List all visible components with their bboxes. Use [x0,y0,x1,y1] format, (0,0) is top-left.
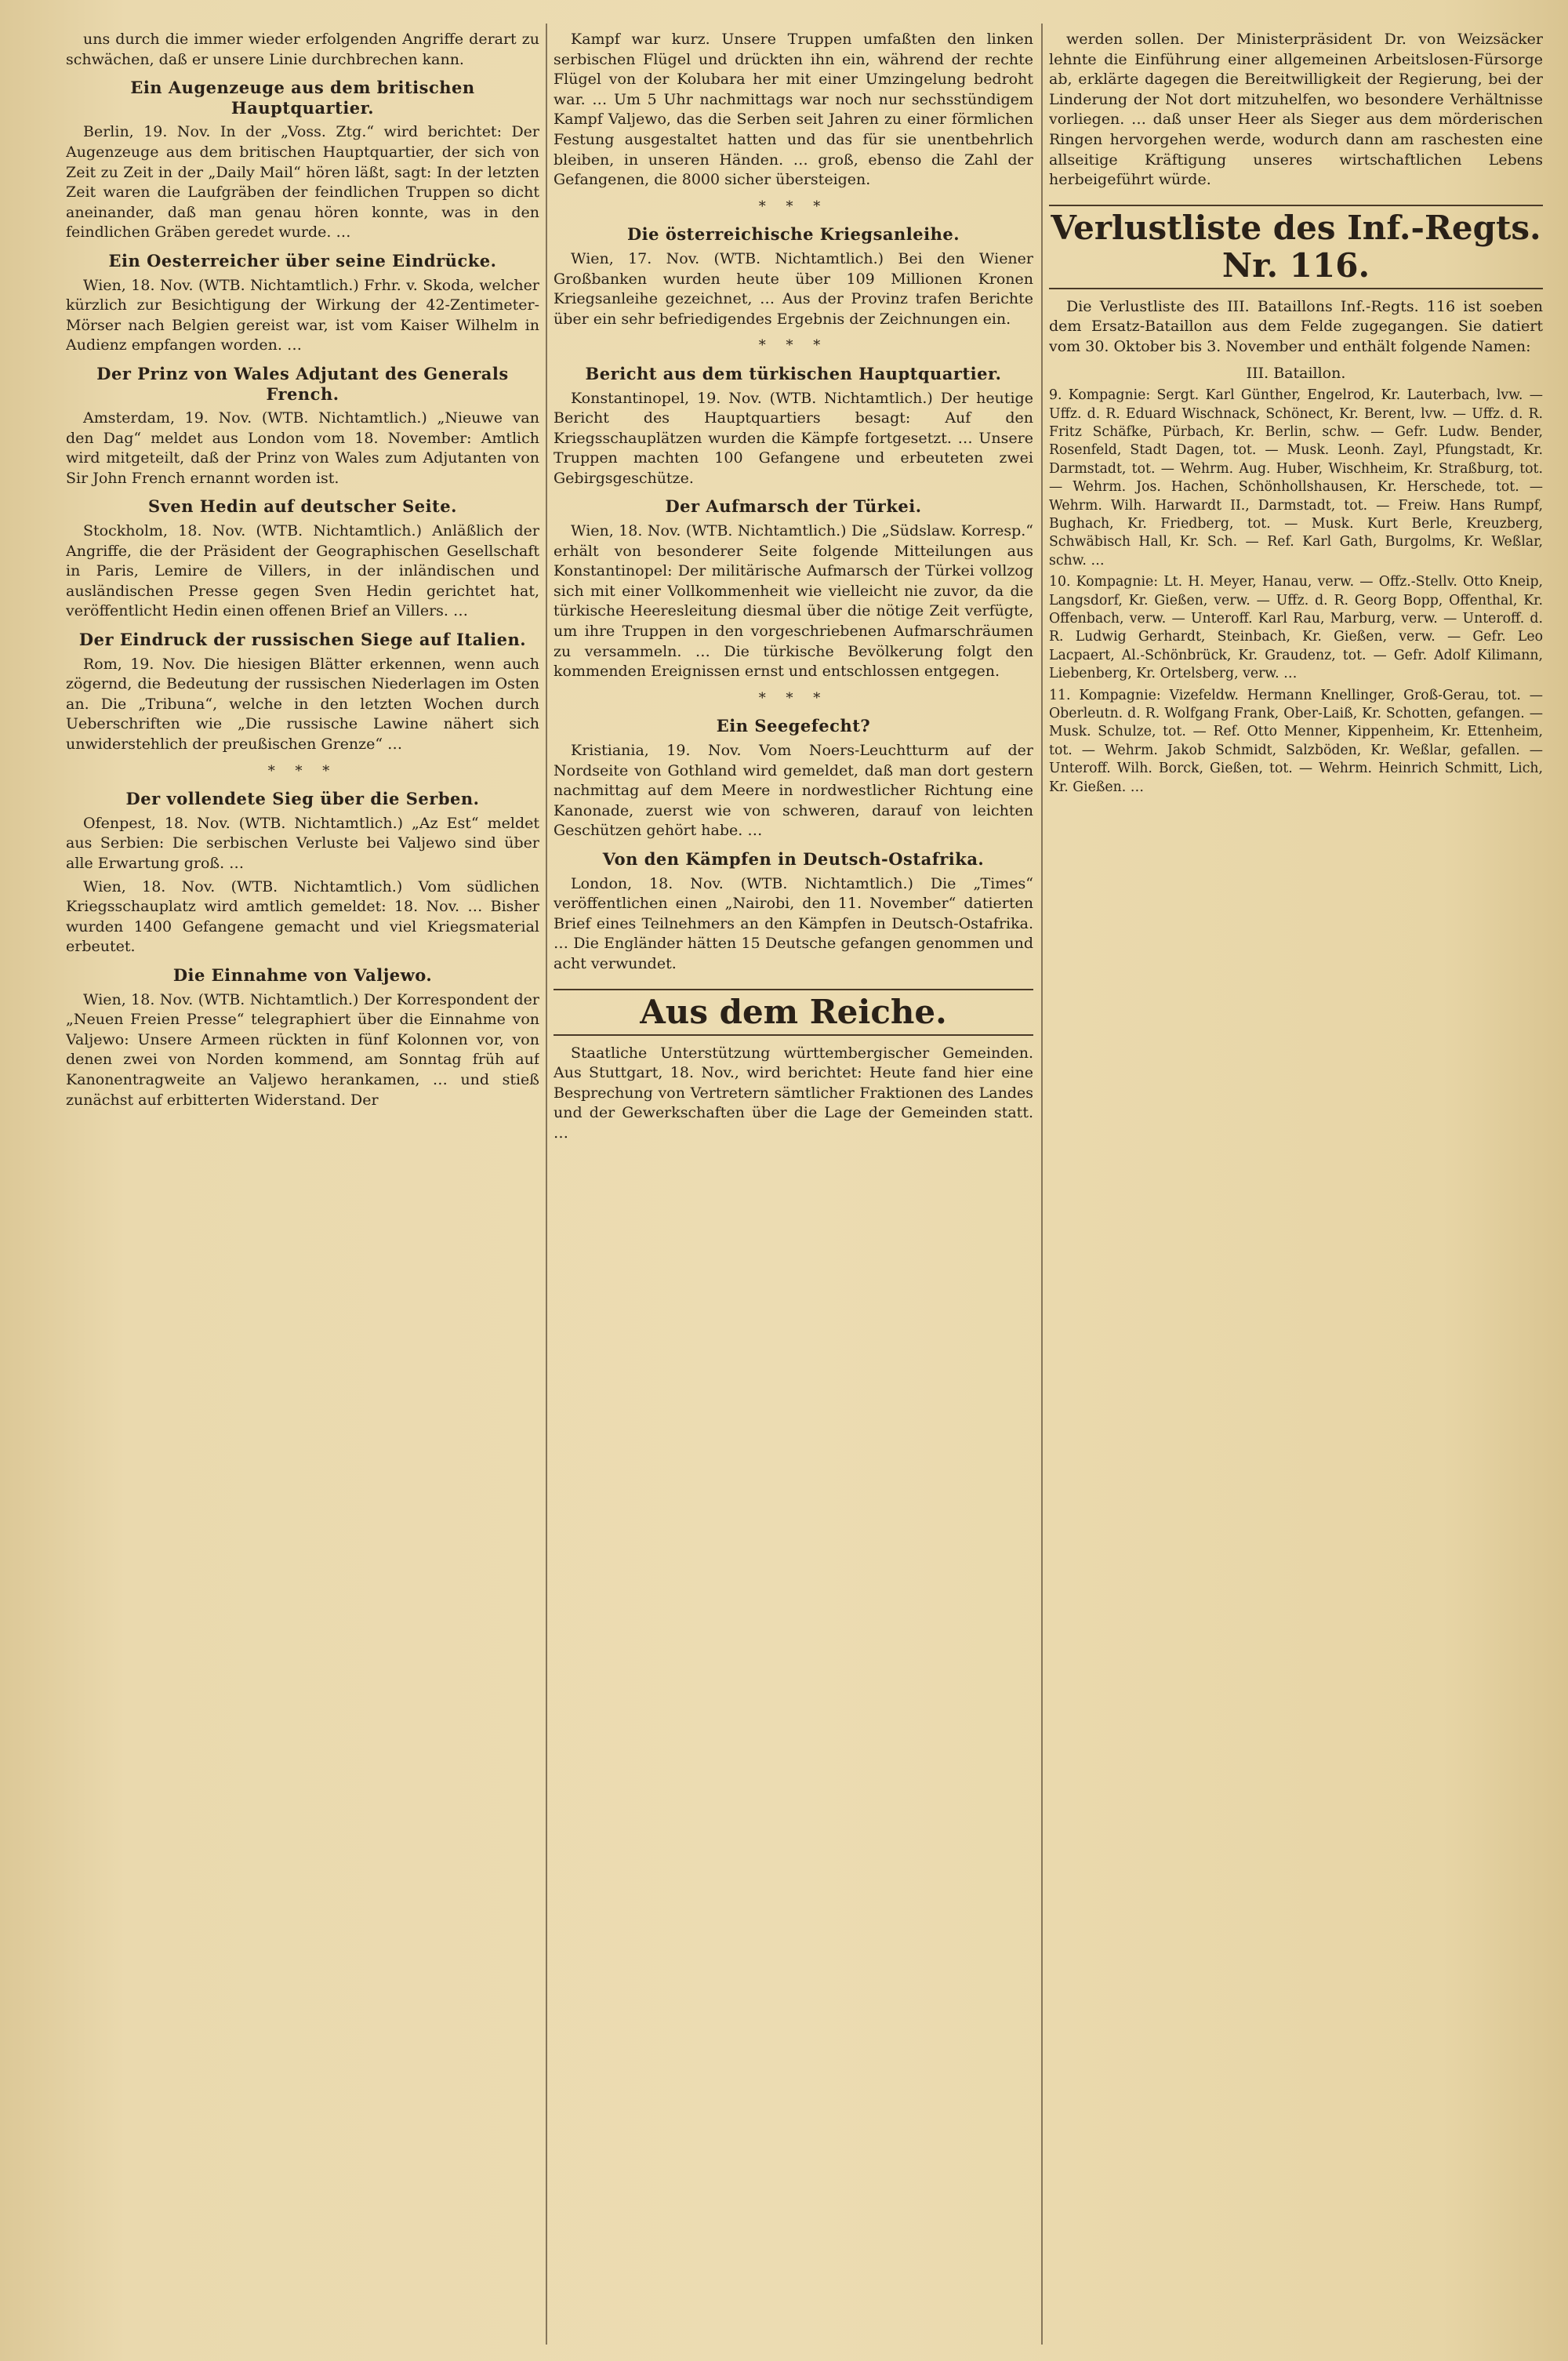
article-heading: Die österreichische Kriegsanleihe. [626,224,960,245]
article-body: Kristiania, 19. Nov. Vom Noers-Leuchtturm auf der Nordseite von Gothland wird gemeldet, daß man dort gestern nachmittag auf dem Meere in nordwestlicher Richtung eine Kanonade, zuerst wie von schweren, darauf von leichten Geschützen gehört habe. … [554,742,1033,840]
column-divider [546,24,547,2345]
article-heading: Von den Kämpfen in Deutsch-Ostafrika. [602,848,985,869]
article-body: Berlin, 19. Nov. In der „Voss. Ztg.“ wird berichtet: Der Augenzeuge aus dem britischen Hauptquartier, der sich von Zeit zu Zeit in der „Daily Mail“ hören läßt, sagt: In der letzten Zeit waren die Laufgräben der feindlichen Truppen so dicht aneinander, daß man genau hören konnte, was in den feindlichen Gräben geredet wurde. … [66,123,539,242]
section-ornament: * * * [758,198,829,215]
article-body: London, 18. Nov. (WTB. Nichtamtlich.) Die „Times“ veröffentlichen einen „Nairobi, den 11. November“ datierten Brief eines Teilnehmers an den Kämpfen in Deutsch-Ostafrika. … Die Engländer hätten 15 Deutsche gefangen genommen und acht verwundet. [554,874,1033,972]
article-heading: Der Aufmarsch der Türkei. [665,496,922,517]
article-heading: Der Eindruck der russischen Siege auf Italien. [78,630,527,650]
article-heading: Der vollendete Sieg über die Serben. [125,789,480,809]
column-divider [1041,24,1043,2345]
article-body: Amsterdam, 19. Nov. (WTB. Nichtamtlich.) „Nieuwe van den Dag“ meldet aus London vom 18. November: Amtlich wird mitgeteilt, daß der Prinz von Wales zum Adjutanten von Sir John French ernannt worden ist. [66,409,539,487]
article-body: Wien, 18. Nov. (WTB. Nichtamtlich.) Vom südlichen Kriegsschauplatz wird amtlich gemeldet: 18. Nov. … Bisher wurden 1400 Gefangene gemacht und viel Kriegsmaterial erbeutet. [66,877,539,956]
article-body: Wien, 18. Nov. (WTB. Nichtamtlich.) Der Korrespondent der „Neuen Freien Presse“ telegraphiert über die Einnahme von Valjewo: Unsere Armeen rückten in fünf Kolonnen vor, von denen zwei von Norden kommend, am Sonntag früh auf Kanonentragweite an Valjewo herankamen, … und stieß zunächst auf erbitterten Widerstand. Der [66,990,539,1109]
section-banner: Aus dem Reiche. [554,989,1033,1036]
article-heading: Ein Seegefecht? [716,716,871,736]
battalion-heading: III. Bataillon. [1246,364,1346,382]
article-body: Rom, 19. Nov. Die hiesigen Blätter erkennen, wenn auch zögernd, die Bedeutung der russischen Niederlagen im Osten an. Die „Tribuna“, welche in den letzten Wochen durch Ueberschriften wie „Die russische Lawine nähert sich unwiderstehlich der preußischen Grenze“ … [66,655,539,753]
article-body: Wien, 17. Nov. (WTB. Nichtamtlich.) Bei den Wiener Großbanken wurden heute über 109 Millionen Kronen Kriegsanleihe gezeichnet, … Aus der Provinz trafen Berichte über ein sehr befriedigendes Ergebnis der Zeichnungen ein. [554,249,1033,328]
article-body: Wien, 18. Nov. (WTB. Nichtamtlich.) Frhr. v. Skoda, welcher kürzlich zur Besichtigung der Wirkung der 42-Zentimeter-Mörser nach Belgien gereist war, ist vom Kaiser Wilhelm in Audienz empfangen worden. … [66,276,539,354]
article-heading: Bericht aus dem türkischen Hauptquartier. [585,363,1002,383]
column-3 [1049,30,1543,2343]
company-casualty-list: 11. Kompagnie: Vizefeldw. Hermann Knellinger, Groß-Gerau, tot. — Oberleutn. d. R. Wolfgang Frank, Ober-Laiß, Kr. Schotten, gefangen. — Musk. Schulze, tot. — Ref. Otto Menner, Kippenheim, Kr. Ettenheim, tot. — Wehrm. Jakob Schmidt, Salzböden, Kr. Weßlar, gefallen. — Unteroff. Wilh. Borck, Gießen, tot. — Wehrm. Heinrich Schmitt, Lich, Kr. Gießen. … [1049,687,1543,795]
article-body: Wien, 18. Nov. (WTB. Nichtamtlich.) Die „Südslaw. Korresp.“ erhält von besonderer Seite folgende Mitteilungen aus Konstantinopel: Der militärische Aufmarsch der Türkei vollzog sich mit einer Vollkommenheit wie vielleicht nie zuvor, da die türkische Heeresleitung diesmal über die nötige Zeit verfügte, um ihre Truppen in den vorgeschriebenen Aufmarschräumen zu versammeln. … Die türkische Bevölkerung folgt den kommenden Ereignissen ernst und entschlossen entgegen. [554,522,1033,681]
article-heading: Ein Augenzeuge aus dem britischen Hauptquartier. [130,78,475,118]
casualty-list-intro: Die Verlustliste des III. Bataillons Inf.-Regts. 116 ist soeben dem Ersatz-Bataillon aus dem Felde zugegangen. Sie datiert vom 30. Oktober bis 3. November und enthält folgende Namen: [1049,297,1543,355]
column-2 [554,30,1033,2343]
article-heading: Der Prinz von Wales Adjutant des Generals French. [96,363,509,404]
article-heading: Sven Hedin auf deutscher Seite. [148,496,457,517]
article-body: Konstantinopel, 19. Nov. (WTB. Nichtamtlich.) Der heutige Bericht des Hauptquartiers besagt: Auf den Kriegsschauplätzen wurden die Kämpfe fortgesetzt. … Unsere Truppen machten 100 Gefangene und erbeuteten zwei Gebirgsgeschütze. [554,389,1033,487]
article-heading: Die Einnahme von Valjewo. [172,964,433,985]
casualty-list-title: Verlustliste des Inf.-Regts. Nr. 116. [1049,205,1543,289]
article-continuation: uns durch die immer wieder erfolgenden Angriffe derart zu schwächen, daß er unsere Linie durchbrechen kann. [66,31,539,68]
article-body: Kampf war kurz. Unsere Truppen umfaßten den linken serbischen Flügel und drückten ihn ein, während der rechte Flügel von der Kolubara her mit einer Umzingelung bedroht war. … Um 5 Uhr nachmittags war noch nur sechsstündigem Kampf Valjewo, das die Serben seit Jahren zu einer förmlichen Festung ausgestaltet hatten und das für sie unentbehrlich bleiben, in unseren Händen. … groß, ebenso die Zahl der Gefangenen, die 8000 sicher übersteigen. [554,31,1033,189]
article-heading: Ein Oesterreicher über seine Eindrücke. [108,250,497,271]
section-ornament: * * * [758,337,829,354]
company-casualty-list: 9. Kompagnie: Sergt. Karl Günther, Engelrod, Kr. Lauterbach, lvw. — Uffz. d. R. Eduard Wischnack, Schönect, Kr. Berent, lvw. — Uffz. d. R. Fritz Schäfke, Pürbach, Kr. Berlin, schw. — Gefr. Ludw. Bender, Rosenfeld, Stadt Dagen, tot. — Musk. Leonh. Zayl, Pfungstadt, Kr. Darmstadt, tot. — Wehrm. Aug. Huber, Wischheim, Kr. Straßburg, tot. — Wehrm. Jos. Hachen, Schönhollshausen, Kr. Herschede, tot. — Wehrm. Wilh. Harwardt II., Darmstadt, tot. — Freiw. Hans Rumpf, Bughach, Kr. Friedberg, tot. — Musk. Kurt Berle, Kreuzberg, Schwäbisch Hall, Kr. Sch. — Ref. Karl Gath, Burgolms, Kr. Weßlar, schw. … [1049,387,1543,568]
article-body: Stockholm, 18. Nov. (WTB. Nichtamtlich.) Anläßlich der Angriffe, die der Präsident der Geographischen Gesellschaft in Paris, Lemire de Villers, in der inländischen und ausländischen Presse gegen Sven Hedin gerichtet hat, veröffentlicht Hedin einen offenen Brief an Villers. … [66,522,539,620]
article-body: Ofenpest, 18. Nov. (WTB. Nichtamtlich.) „Az Est“ meldet aus Serbien: Die serbischen Verluste bei Valjewo sind über alle Erwartung groß. … [66,814,539,872]
article-continuation: werden sollen. Der Ministerpräsident Dr. von Weizsäcker lehnte die Einführung einer allgemeinen Arbeitslosen-Fürsorge ab, erklärte dagegen die Bereitwilligkeit der Regierung, bei der Linderung der Not dort mitzuhelfen, wo besondere Verhältnisse vorliegen. … daß unser Heer als Sieger aus dem mörderischen Ringen hervorgehen werde, wodurch dann am raschesten eine allseitige Kräftigung unseres wirtschaftlichen Lebens herbeigeführt würde. [1049,31,1543,189]
section-ornament: * * * [758,689,829,706]
section-ornament: * * * [267,762,338,779]
article-body: Staatliche Unterstützung württembergischer Gemeinden. Aus Stuttgart, 18. Nov., wird berichtet: Heute fand hier eine Besprechung von Vertretern sämtlicher Fraktionen des Landes und der Gewerkschaften über die Lage der Gemeinden statt. … [554,1044,1033,1142]
column-1 [66,30,539,2343]
company-casualty-list: 10. Kompagnie: Lt. H. Meyer, Hanau, verw. — Offz.-Stellv. Otto Kneip, Langsdorf, Kr. Gießen, verw. — Uffz. d. R. Georg Bopp, Offenthal, Kr. Offenbach, verw. — Unteroff. Karl Rau, Marburg, verw. — Unteroff. d. R. Ludwig Gerhardt, Steinbach, Kr. Gießen, verw. — Gefr. Leo Lacpaert, Al.-Schönbrück, Kr. Graudenz, tot. — Gefr. Adolf Kilimann, Liebenberg, Kr. Ortelsberg, verw. … [1049,574,1543,682]
